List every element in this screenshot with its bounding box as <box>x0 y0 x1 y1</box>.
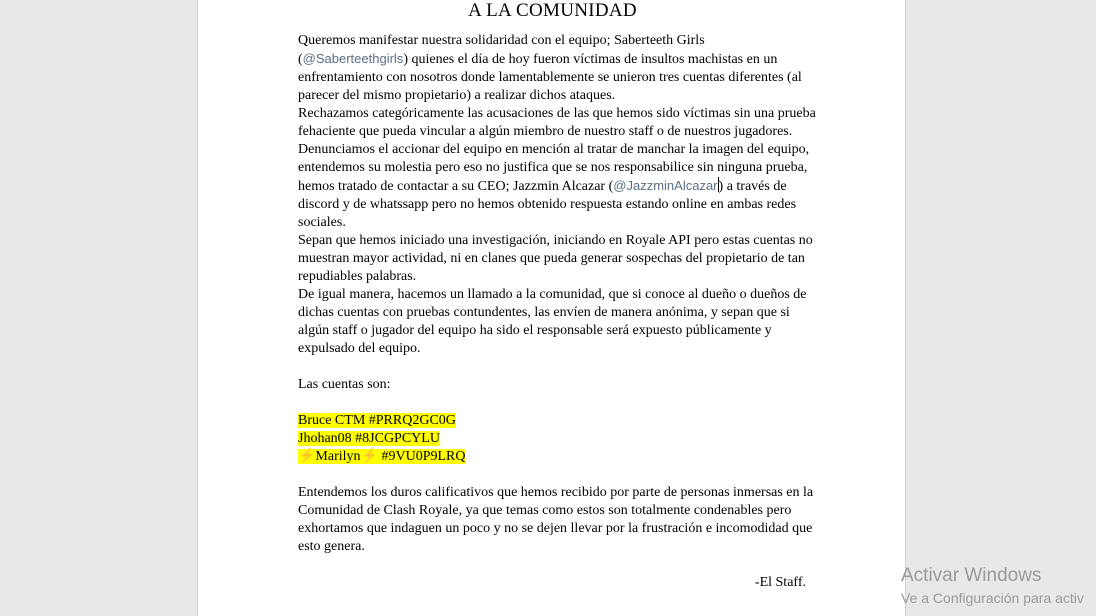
signature: -El Staff. <box>754 575 806 590</box>
paragraph-call-to-community: De igual manera, hacemos un llamado a la comunidad, que si conoce al dueño o dueños de dichas cuentas con pruebas contundentes, las envíen de manera anónima, y sepan que si algún staff o jugador del equipo ha sido el responsable será expuesto públicamente y expulsado del equipo. <box>298 287 807 356</box>
document-body[interactable] <box>298 32 818 592</box>
activation-watermark-title: Activar Windows <box>901 565 1042 586</box>
activation-watermark-subtitle: Ve a Configuración para activ <box>901 590 1084 606</box>
account-item <box>298 430 818 448</box>
paren: ) <box>718 179 724 194</box>
jazzminalcazar-handle-link[interactable]: @JazzminAlcazar <box>613 178 718 193</box>
document-page <box>197 0 906 616</box>
paragraph-text: a través de discord y de whatssapp pero no hemos obtenido respuesta estando online en ambas redes sociales. <box>298 179 797 230</box>
paragraph-text: quienes el día de hoy fueron víctimas de insultos machistas en un enfrentamiento con nosotros donde lamentablemente se unieron tres cuentas diferentes (al parecer del mismo propietario) a realizar dichos ataques. <box>298 52 802 103</box>
paragraph-text: Denunciamos el accionar del equipo en mención al tratar de manchar la imagen del equipo, entendemos su molestia pero eso no justifica que se nos responsabilice sin ninguna prueba, hemos tratado de contactar a su CEO; Jazzmin Alcazar <box>298 142 810 194</box>
blank-line <box>298 394 818 412</box>
paragraph-closing: Entendemos los duros calificativos que hemos recibido por parte de personas inmersas en la Comunidad de Clash Royale, ya que temas como estos son totalmente condenables pero exhortamos que indaguen un poco y no se dejen llevar por la frustración e incomodidad que esto genera. <box>298 485 814 554</box>
account-item <box>298 412 818 430</box>
blank-line <box>298 466 818 484</box>
paren: ( <box>298 52 303 67</box>
document-title: A LA COMUNIDAD <box>468 0 637 21</box>
account-item <box>298 448 818 466</box>
paragraph-solidarity <box>298 32 818 105</box>
paragraph-text: Queremos manifestar nuestra solidaridad con el equipo; Saberteeth Girls <box>298 33 705 48</box>
paren: ( <box>608 179 614 194</box>
account-highlight: Jhohan08 #8JCGPCYLU <box>298 431 440 446</box>
paragraph-denounce <box>298 141 818 232</box>
account-highlight: Bruce CTM #PRRQ2GC0G <box>298 413 456 428</box>
saberteethgirls-handle-link[interactable]: @Saberteethgirls <box>302 51 404 66</box>
account-highlight: ⚡Marilyn⚡ #9VU0P9LRQ <box>298 449 466 464</box>
paren: ) <box>403 52 408 67</box>
paragraph-investigation: Sepan que hemos iniciado una investigación, iniciando en Royale API pero estas cuentas no muestran mayor actividad, ni en clanes que pueda generar sospechas del propietario de tan repudiables palabras. <box>298 233 813 284</box>
blank-line <box>298 358 818 376</box>
blank-line <box>298 556 818 574</box>
paragraph-rejection: Rechazamos categóricamente las acusaciones de las que hemos sido víctimas sin una prueba fehaciente que pueda vincular a algún miembro de nuestro staff o de nuestros jugadores. <box>298 106 816 139</box>
accounts-label: Las cuentas son: <box>298 377 391 392</box>
